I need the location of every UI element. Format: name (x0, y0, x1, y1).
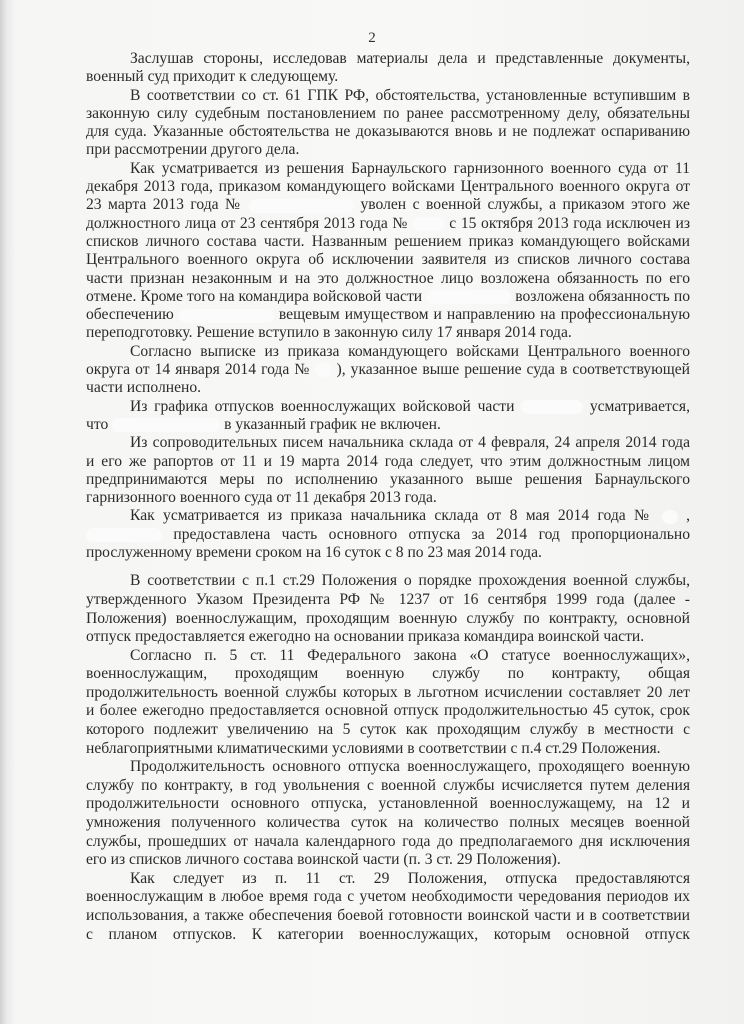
text-line: Из сопроводительных писем начальника склада от 4 февраля, 24 апреля 2014 года (130, 434, 690, 452)
redaction (662, 510, 678, 524)
text-fragment: отмене. Кроме того на командира войсковой части (86, 287, 423, 305)
text-line: и более ежегодно предоставляется основной отпуск продолжительностью 45 суток, срок (86, 702, 690, 720)
redaction (413, 217, 445, 231)
text-line (86, 398, 690, 416)
text-line: Продолжительность основного отпуска военнослужащего, проходящего военную (130, 758, 690, 776)
text-line: продолжительности основного отпуска, установленной военнослужащему, на 12 и (86, 795, 690, 813)
text-fragment: округа от 14 января 2014 года № (86, 361, 311, 379)
text-line: переподготовку. Решение вступило в законную силу 17 января 2014 года. (86, 324, 572, 342)
text-line: декабря 2013 года, приказом командующего войсками Центрального военного округа от (86, 178, 690, 196)
text-fragment: усматривается, (589, 397, 690, 415)
text-line: неблагоприятными климатическими условиями в соответствии с п.4 ст.29 Положения. (86, 739, 661, 757)
text-line: утвержденного Указом Президента РФ № 1237 от 16 сентября 1999 года (далее - (86, 590, 690, 608)
text-line (86, 215, 690, 233)
text-line: с планом отпусков. К категории военнослужащих, которым основной отпуск (86, 925, 690, 943)
text-fragment: ), указанное выше решение суда в соответствующей (336, 361, 691, 379)
text-line: отпуск предоставляется ежегодно на основании приказа командира воинской части. (86, 628, 645, 646)
text-line: военнослужащим в любое время года с учетом необходимости чередования периодов их (86, 888, 690, 906)
text-fragment: должностного лица от 23 сентября 2013 года № (86, 214, 409, 232)
text-fragment: обеспечению (86, 306, 174, 324)
text-line (86, 288, 690, 306)
text-line: списков личного состава части. Названным решением приказ командующего войсками (86, 232, 690, 250)
text-fragment: с 15 октября 2013 года исключен из (449, 214, 691, 232)
text-line: Положения) военнослужащим, проходящим военную службу по контракту, основной (86, 609, 690, 627)
text-line: и его же рапортов от 11 и 19 марта 2014 года следует, что этим должностным лицом (86, 452, 690, 470)
text-line: умножения полученного количества суток на количество полных месяцев военной (86, 814, 690, 832)
text-line: продолжительность военной службы которых в льготном исчислении составляет 20 лет (86, 683, 690, 701)
paragraph (86, 572, 690, 646)
text-line: прослуженному времени сроком на 16 суток с 8 по 23 мая 2014 года. (86, 544, 542, 562)
text-line: В соответствии с п.1 ст.29 Положения о порядке прохождения военной службы, (130, 572, 690, 590)
text-fragment: Из графика отпусков военнослужащих войсковой части (130, 397, 515, 415)
text-fragment: что (86, 415, 109, 433)
page-number: 2 (368, 30, 376, 46)
text-line: при рассмотрении другого дела. (86, 141, 300, 159)
text-fragment: предоставлена часть основного отпуска за 2014 год пропорционально (173, 525, 691, 543)
redaction (86, 528, 162, 542)
paragraph (86, 758, 690, 870)
text-line: Центрального военного округа об исключении заявителя из списков личного состава (86, 251, 690, 269)
text-line: законную силу судебным постановлением по ранее рассмотренному делу, обязательны (86, 104, 690, 122)
redaction (249, 199, 354, 213)
text-line (86, 196, 690, 214)
text-line: военнослужащим, проходящим военную службу по контракту, общая (86, 665, 690, 683)
text-line: Согласно п. 5 ст. 11 Федерального закона «О статусе военнослужащих», (130, 646, 690, 664)
text-line: Как усматривается из решения Барнаульского гарнизонного военного суда от 11 (130, 159, 690, 177)
text-fragment: возложена обязанность по (515, 287, 690, 305)
redaction (521, 400, 583, 414)
paragraph (86, 434, 690, 507)
text-fragment: в указанный график не включен. (224, 415, 441, 433)
paragraph (86, 870, 690, 944)
text-fragment: Как усматривается из приказа начальника склада от 8 мая 2014 года № (130, 507, 654, 525)
text-fragment: уволен с военной службы, а приказом этого же (360, 196, 690, 214)
text-line: предпринимаются меры по исполнению указанного выше решения Барнаульского (86, 470, 690, 488)
text-line: гарнизонного военного суда от 11 декабря 2013 года. (86, 489, 437, 507)
text-line: службу по контракту, в год увольнения с военной службы исчисляется путем деления (86, 776, 690, 794)
text-line: В соответствии со ст. 61 ГПК РФ, обстоятельства, установленные вступившим в (130, 86, 690, 104)
text-fragment: вещевым имуществом и направлению на профессиональную (278, 306, 691, 324)
paragraph (86, 343, 690, 398)
text-fragment: , (686, 507, 690, 525)
redaction (179, 309, 274, 323)
text-line: Заслушав стороны, исследовав материалы дела и представленные документы, (130, 50, 690, 67)
text-line (86, 361, 690, 379)
document-body (86, 50, 690, 944)
text-fragment: 23 марта 2013 года № (86, 196, 243, 214)
redaction (315, 363, 331, 377)
text-line: службы, прошедших от начала календарного года до предполагаемого дня исключения (86, 832, 690, 850)
redaction (112, 418, 220, 432)
text-line: которого подлежит увеличению на 5 суток как проходящим службу в местности с (86, 721, 690, 739)
text-line: Как следует из п. 11 ст. 29 Положения, отпуска предоставляются (130, 869, 690, 887)
text-line (86, 526, 690, 544)
paragraph (86, 50, 690, 87)
text-line: использования, а также обеспечения боевой готовности воинской части и в соответствии (86, 907, 690, 924)
text-line: военный суд приходит к следующему. (86, 68, 339, 86)
text-line: части исполнено. (86, 379, 202, 397)
text-line: части признан незаконным и на это должностное лицо возложена обязанность по его (86, 269, 690, 287)
paragraph (86, 647, 690, 759)
text-line (86, 306, 690, 324)
paragraph (86, 160, 690, 343)
paragraph (86, 87, 690, 160)
text-line: его из списков личного состава воинской части (п. 3 ст. 29 Положения). (86, 851, 561, 869)
text-line (86, 507, 690, 525)
paragraph (86, 398, 690, 435)
paragraph (86, 507, 690, 562)
text-line (86, 416, 690, 434)
text-line: для суда. Указанные обстоятельства не доказываются вновь и не подлежат оспариванию (86, 123, 690, 141)
redaction (426, 290, 511, 304)
text-line: Согласно выписке из приказа командующего войсками Центрального военного (130, 342, 690, 360)
